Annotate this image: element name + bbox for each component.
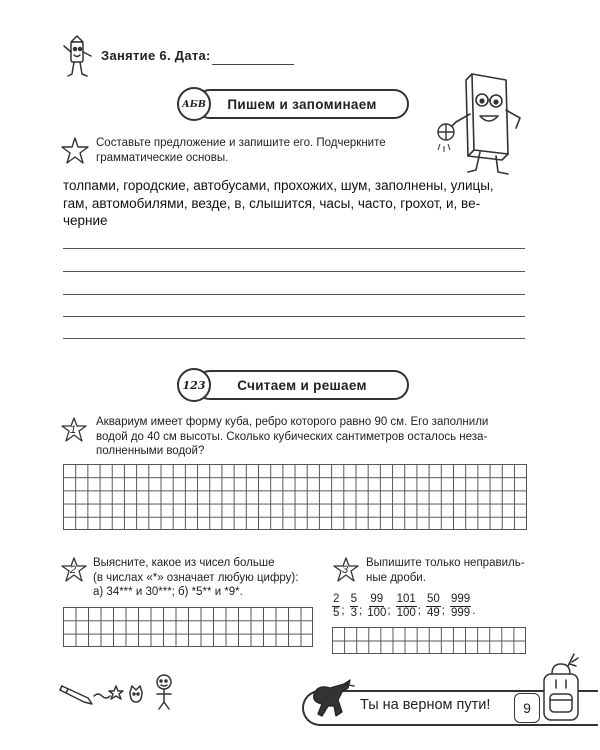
words-list: толпами, городские, автобусами, прохожих, шум, заполнены, улицы, гам, автомобилями, везде, в, слышится, часы, часто, грохот, и, ве- черние [63,178,494,228]
writing-line[interactable] [63,338,525,339]
section-write-title [195,89,409,119]
task-1-text: Аквариум имеет форму куба, ребро которого равно 90 см. Его заполнили водой до 40 см высоты. Сколько кубических сантиметров осталось неза- полненными водой? [96,416,489,457]
task-write-instruction: Составьте предложение и запишите его. Подчеркните грамматические основы. [96,137,386,164]
running-dog-icon [308,676,358,724]
page-number: 9 [514,693,540,723]
abc-icon: АБВ [177,87,211,121]
task-3-text: Выпишите только неправиль- ные дроби. [366,557,525,584]
motto-text: Ты на верном пути! [360,697,491,713]
doodles-icon [58,672,188,712]
star-badge-icon [60,136,90,166]
section-math-title-text: Считаем и решаем [237,377,367,393]
fraction: $\frac{101}{100}$ [396,593,416,619]
lesson-title: Занятие 6. Дата: [101,48,211,63]
task-1-number: 1 [70,424,77,436]
book-mascot-icon [432,70,532,180]
fraction: $\frac{5}{3}$ [350,593,358,619]
task-3-number: 3 [342,564,349,576]
fraction: $\frac{99}{100}$ [367,593,387,619]
answer-grid-task-1[interactable] [63,464,527,530]
fraction: $\frac{50}{49}$ [427,593,440,619]
fraction: $\frac{2}{5}$ [333,593,340,619]
writing-line[interactable] [63,294,525,295]
numbers-icon: 123 [177,368,211,402]
section-write-title-text: Пишем и запоминаем [227,96,377,112]
section-math-title [195,370,409,400]
task-2-text: Выясните, какое из чисел больше (в числах «*» означает любую цифру): а) 34*** и 30***; б) *5** и *9*. [93,557,299,598]
fraction: $\frac{999}{999}$ [451,593,471,619]
writing-line[interactable] [63,271,525,272]
writing-line[interactable] [63,316,525,317]
date-field[interactable] [212,64,294,65]
answer-grid-task-3[interactable] [332,627,526,654]
backpack-icon [538,652,584,726]
fractions-list: $\frac{2}{5}$ ; $\frac{5}{3}$ ; $\frac{99}{100}$ ; $\frac{101}{100}$ ; $\frac{50}{49}$ ; $\frac{999}{999}$ . [333,593,476,619]
answer-grid-task-2[interactable] [63,607,313,647]
task-2-number: 2 [70,564,77,576]
pencil-mascot-icon [60,34,96,84]
writing-line[interactable] [63,248,525,249]
